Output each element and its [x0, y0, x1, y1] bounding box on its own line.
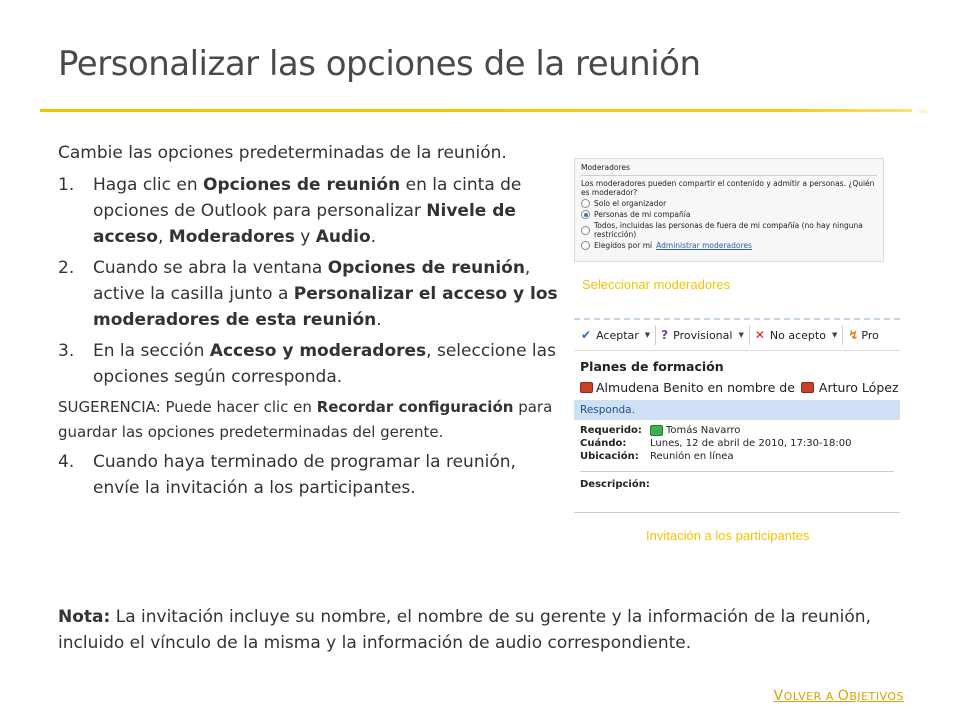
response-toolbar: [574, 320, 900, 351]
decline-button[interactable]: [750, 328, 843, 342]
location-value: Reunión en línea: [650, 451, 734, 462]
note-body: La invitación incluye su nombre, el nombre de su gerente y la información de la reunión, incluido el vínculo de la misma y la información de audio correspondiente.: [58, 607, 871, 653]
step-number: 1.: [58, 175, 75, 195]
description-row: [574, 478, 900, 491]
field-label: Cuándo:: [580, 438, 627, 449]
organizer-name[interactable]: Arturo López: [818, 380, 899, 395]
invitation-caption: Invitación a los participantes: [646, 528, 810, 543]
step-bold: Opciones de reunión: [327, 258, 525, 278]
propose-label: Pro: [861, 328, 879, 342]
step-item: [58, 255, 558, 333]
when-value: Lunes, 12 de abril de 2010, 17:30-18:00: [650, 438, 852, 449]
option-label: Elegidos por mí: [594, 241, 653, 250]
tip-bold: Recordar configuración: [316, 398, 514, 416]
page-title: Personalizar las opciones de la reunión: [58, 44, 701, 84]
steps-list: [58, 172, 558, 390]
option-label: Todos, incluidas las personas de fuera de mi compañía (no hay ninguna restricción): [594, 221, 863, 239]
field-label: Descripción:: [580, 479, 650, 490]
moderator-option[interactable]: [575, 197, 883, 208]
main-content: [58, 140, 558, 506]
tip-part: SUGERENCIA: Puede hacer clic en: [58, 398, 317, 416]
when-row: [574, 437, 900, 450]
contact-card-icon: [801, 382, 814, 393]
step-text: En la sección: [93, 341, 210, 361]
step-number: 3.: [58, 341, 75, 361]
link-cap: V: [773, 688, 784, 704]
step-text: .: [376, 310, 382, 330]
respond-banner: Responda.: [574, 400, 900, 420]
rule-glow: [915, 107, 931, 115]
back-to-objectives-link[interactable]: [773, 688, 904, 704]
step-text: , active la casilla junto a: [93, 258, 531, 304]
moderator-option[interactable]: [575, 239, 883, 250]
close-icon: ✕: [754, 328, 765, 342]
step-text: .: [370, 227, 377, 247]
moderators-description: Los moderadores pueden compartir el contenido y admitir a personas. ¿Quién es moderador?: [581, 179, 875, 197]
step-item: [58, 449, 558, 501]
moderators-heading: Moderadores: [581, 163, 630, 172]
radio-icon[interactable]: [581, 199, 590, 208]
contact-card-icon: [580, 382, 593, 393]
radio-icon[interactable]: [581, 241, 590, 250]
invitation-screenshot: [574, 318, 900, 513]
step-bold: Nivele de acceso: [93, 201, 516, 247]
required-row: [574, 424, 900, 437]
chevron-down-icon[interactable]: ▼: [644, 331, 651, 339]
manage-moderators-link[interactable]: Administrar moderadores: [656, 241, 752, 250]
question-icon: ?: [661, 328, 669, 342]
chevron-down-icon[interactable]: ▼: [831, 331, 838, 339]
step-item: [58, 338, 558, 390]
tentative-button[interactable]: [656, 328, 749, 342]
steps-list-cont: [58, 449, 558, 501]
step-text: Cuando haya terminado de programar la reunión, envíe la invitación a los participantes.: [93, 452, 516, 498]
step-text: , seleccione las opciones según corresponda.: [93, 341, 556, 387]
step-text: ,: [157, 227, 169, 247]
tip-part: para guardar las opciones predeterminadas del gerente.: [58, 398, 553, 441]
step-item: [58, 172, 558, 250]
step-bold: Personalizar el acceso y los moderadores de esta reunión: [93, 284, 558, 330]
moderator-option[interactable]: [575, 219, 883, 239]
step-text: en la cinta de opciones de Outlook para personalizar: [93, 175, 522, 221]
field-label: Requerido:: [580, 425, 642, 436]
divider: [581, 175, 877, 176]
step-bold: Audio: [315, 227, 371, 247]
location-row: [574, 450, 900, 463]
step-text: Cuando se abra la ventana: [93, 258, 328, 278]
accept-button[interactable]: [576, 328, 655, 342]
step-number: 2.: [58, 258, 75, 278]
step-bold: Opciones de reunión: [203, 175, 401, 195]
step-text: Haga clic en: [93, 175, 203, 195]
presence-icon: [650, 425, 663, 436]
tip-text: [58, 395, 558, 445]
step-text: y: [294, 227, 316, 247]
step-bold: Acceso y moderadores: [209, 341, 427, 361]
propose-button[interactable]: [843, 328, 884, 342]
option-label: Personas de mi compañía: [594, 210, 691, 219]
decline-label: No acepto: [769, 328, 826, 342]
link-part: BJETIVOS: [849, 690, 904, 703]
note-text: [58, 604, 898, 656]
check-icon: ✔: [581, 328, 592, 342]
moderator-option[interactable]: [575, 208, 883, 219]
sender-name[interactable]: Almudena Benito en nombre de: [596, 380, 795, 395]
intro-text: Cambie las opciones predeterminadas de la reunión.: [58, 143, 507, 163]
link-part: OLVER A: [783, 690, 838, 703]
option-label: Solo el organizador: [594, 199, 667, 208]
meeting-subject: Planes de formación: [580, 359, 724, 374]
title-underline: [40, 109, 912, 112]
step-bold: Moderadores: [168, 227, 295, 247]
moderators-screenshot: [574, 158, 884, 262]
step-number: 4.: [58, 452, 75, 472]
sender-line: [574, 374, 900, 395]
field-label: Ubicación:: [580, 451, 639, 462]
link-cap: O: [837, 688, 850, 704]
tentative-label: Provisional: [673, 328, 733, 342]
note-label: Nota:: [58, 607, 111, 627]
attendee-name[interactable]: Tomás Navarro: [666, 425, 741, 436]
chevron-down-icon[interactable]: ▼: [738, 331, 744, 339]
moderators-caption: Seleccionar moderadores: [582, 277, 731, 292]
accept-label: Aceptar: [596, 328, 639, 342]
radio-selected-icon[interactable]: [581, 210, 590, 219]
propose-time-icon: ↯: [848, 328, 859, 342]
divider: [580, 471, 894, 472]
radio-icon[interactable]: [581, 226, 590, 235]
